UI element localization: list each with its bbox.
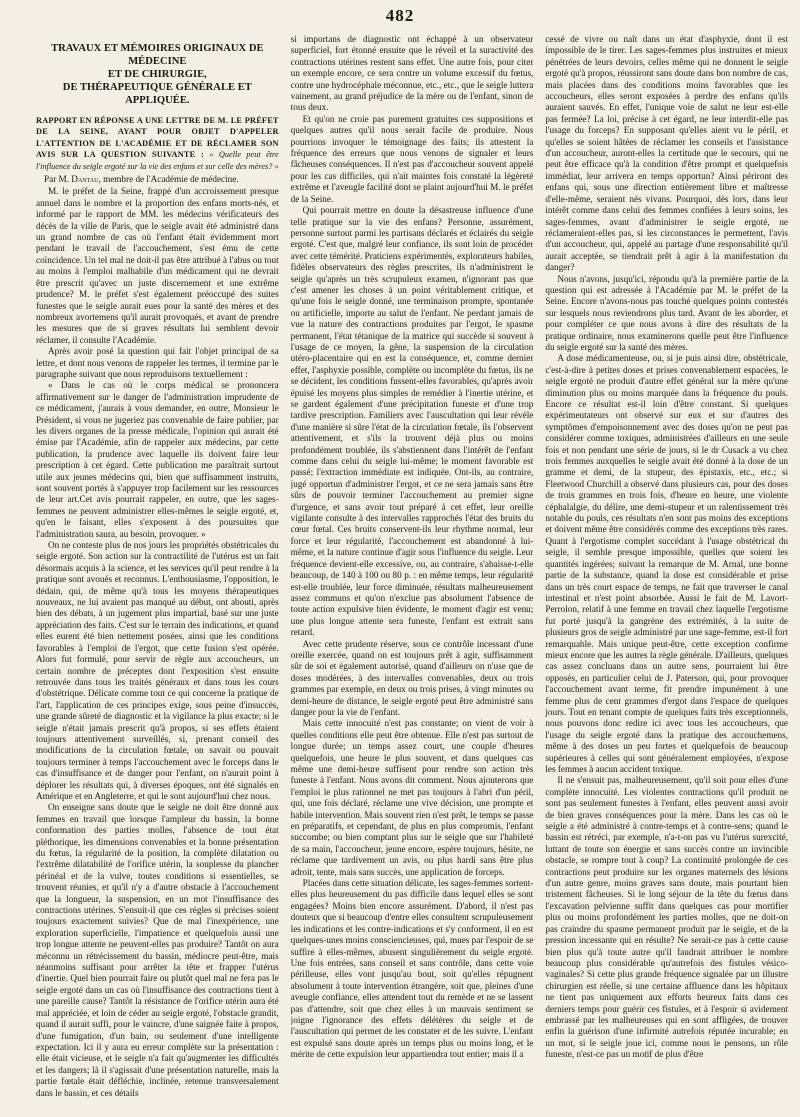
byline (36, 174, 279, 185)
paragraph: si importans de diagnostic ont échappé à un observateur superficiel, fort étonné ensuite que le réveil et la suractivité des contractions utérines restent sans effet. Une autre fois, pour citer un exemple encore, ce sera contre un volume excessif du fœtus, contre une hydrocéphale méconnue, etc., etc., que le seigle luttera vainement, au grand préjudice de la mère ou de l'enfant, sinon de tous deux. (290, 34, 534, 113)
paragraph: Mais cette innocuité n'est pas constante; on vient de voir à quelles conditions elle peut être obtenue. Elle n'est pas surtout de longue durée; un temps assez court, une couple d'heures quelquefois, une heure le plus souvent, et dans quelques cas même une demi-heure suffisent pour rendre son action très funeste à l'enfant. Nous avons dit comment. Nous ajouterons que l'emploi le plus rationnel ne met pas toujours à l'abri d'un péril, qui, une fois déclaré, réclame une vive décision, une prompte et habile intervention. Mais souvent rien n'est prêt, le temps se passe en préparatifs, et cependant, de plus en plus compromis, l'enfant succombe; ou bien comptant plus sur le seigle que sur l'habileté de sa main, l'accoucheur, jeune encore, espère toujours, hésite, ne réclame que tardivement un avis, ou plus hardi sans être plus adroit, tente, mais sans succès, une application de forceps. (290, 718, 534, 877)
column-left (36, 34, 279, 1110)
paragraph: Nous n'avons, jusqu'ici, répondu qu'à la première partie de la question qui est adressée à l'Académie par M. le préfet de la Seine. Encore n'avons-nous pas touché quelques points contestés sur lesquels nous reviendrons plus tard. Avant de les aborder, et pour compléter ce que nous avons à dire des résultats de la pratique ordinaire, nous examinerons quelle peut être l'influence du seigle ergoté sur la santé des mères. (545, 273, 789, 352)
byline-prefix: Par (44, 174, 57, 185)
heading-line: TRAVAUX ET MÉMOIRES ORIGINAUX DE MÉDECINE (51, 43, 264, 67)
text-columns (36, 34, 788, 1110)
column-middle (291, 34, 534, 1110)
paragraph: Il ne s'ensuit pas, malheureusement, qu'il soit pour elles d'une complète innocuité. Les violentes contractions qu'il produit ne sont pas seulement funestes à l'enfant, elles peuvent aussi avoir de bien graves conséquences pour la mère. Dans les cas où le seigle a été administré à contre-temps et à contre-sens; quand le bassin est rétréci, par exemple, n'a-t-on pas vu l'utérus surexcité, luttant de toute son énergie et sans succès contre un invincible obstacle, se rompre tout à coup? La continuité prolongée de ces contractions peut produire sur les organes maternels des lésions d'un autre genre, moins graves sans doute, mais pourtant bien tristement fâcheuses. Si le long séjour de la tête du fœtus dans l'excavation pelvienne suffit dans quelques cas pour mortifier plus ou moins profondément les parties molles, que ne doit-on pas craindre du spasme permanent produit par le seigle, et de la pression incessante qui en résulte? Ne serait-ce pas à cette cause bien plus qu'à toute autre qu'il faudrait attribuer le nombre beaucoup plus considérable qu'autrefois des fistules vésico-vaginales? Si cette plus grande fréquence signalée par un illustre chirurgien est réelle, si une certaine affluence dans les hôpitaux ne tient pas uniquement aux efforts heureux faits dans ces derniers temps pour guérir ces fistules, et à l'espoir si avidement embrassé par les malheureuses qui en sont affligées, de trouver enfin la guérison d'une infirmité autrefois réputée incurable; en un mot, si le seigle joue ici, comme nous le pensons, un rôle funeste, n'est-ce pas un motif de plus d'être (545, 775, 789, 1060)
paragraph: M. le préfet de la Seine, frappé d'un accroissement presque annuel dans le nombre et la proportion des enfans morts-nés, et informé par le rapport de MM. les médecins vérificateurs des décès de la ville de Paris, que le seigle avait été administré dans un grand nombre de cas où l'enfant était évidemment mort pendant le travail de l'accouchement, s'est ému de cette coïncidence. Un tel mal ne doit-il pas être attribué à l'abus ou tout au moins à l'emploi malhabile d'un médicament qui ne devrait être prescrit qu'avec un juste discernement et une extrême prudence? M. le préfet s'est également préoccupé des suites funestes que le seigle aurait eues pour la santé des mères et des nombreux avortemens qu'il aurait provoqués, et avant de prendre les mesures que de si graves résultats lui semblent devoir réclamer, il consulte l'Académie. (36, 186, 279, 345)
paragraph: On enseigne sans doute que le seigle ne doit être donné aux femmes en travail que lorsque l'ampleur du bassin, la bonne conformation des parties molles, l'absence de tout état pléthorique, les dimensions convenables et la bonne présentation du fœtus, la régularité de la position, la complète dilatation ou l'extrême dilatabilité de l'orifice utérin, la souplesse du plancher périnéal et de la vulve, toutes conditions si essentielles, se trouvent réunies, et qu'il n'y a d'autre obstacle à l'accouchement que la longueur, la suspension, en un mot l'insuffisance des contractions utérines. S'ensuit-il que ces règles si précises soient toujours exactement suivies? Que de mal l'inexpérience, une exploration superficielle, l'impatience et quelquefois aussi une trop longue attente ne peuvent-elles pas produire? Tantôt on aura méconnu un rétrécissement du bassin, médiocre peut-être, mais néanmoins suffisant pour arrêter la tête et frapper l'utérus d'inertie. Quel bien pourrait faire ou plutôt quel mal ne fera pas le seigle ergoté dans un cas où l'insuffisance des contractions tient à une pareille cause? Tantôt la résistance de l'orifice utérin aura été mal appréciée, et loin de céder au seigle ergoté, l'obstacle grandit, quand il aurait suffi, pour le vaincre, d'une saignée faite à propos, d'une fumigation, d'un bain, ou seulement d'une intelligente expectation. Ici il y aura eu erreur complète sur la présentation : elle était vicieuse, et le seigle n'a fait qu'augmenter les difficultés et les dangers; là il s'agissait d'une présentation naturelle, mais la partie fœtale était défléchie, inclinée, retenue transversalement dans le bassin, et ces détails (36, 802, 279, 1098)
paragraph: cessé de vivre ou naît dans un état d'asphyxie, dont il est impossible de le tirer. Les sages-femmes plus instruites et mieux pénétrées de leurs devoirs, celles même qui ne donnent le seigle ergoté qu'à propos, réussiront sans doute dans bon nombre de cas, mais placées dans des conditions moins favorables que les accoucheurs, elles seront exposées à perdre des enfans qu'ils auraient sauvés. En effet, l'unique voie de salut ne leur est-elle pas fermée? La loi, précise à cet égard, ne leur interdit-elle pas l'usage du forceps? En supposant qu'elles aient vu le péril, et qu'elles se soient hâtées de réclamer les conseils et l'assistance d'un accoucheur, auront-elles la certitude que le secours, qui ne peut être efficace qu'à la condition d'être prompt et quelquefois immédiat, leur arrivera en temps opportun? Ainsi périront des enfans qui, sous une direction entièrement libre et maîtresse d'elle-même, seraient nés vivans. Pourquoi, dès lors, dans leur intérêt comme dans celui des femmes confiées à leurs soins, les sages-femmes, avant d'administrer le seigle ergoté, ne réclameraient-elles pas, si les circonstances le permettent, l'avis d'un accoucheur, qui, appelé au partage d'une responsabilité qu'il aurait acceptée, se tiendrait prêt à agir à la manifestation du danger? (545, 34, 789, 273)
byline-suffix: , membre de l'Académie de médecine. (98, 174, 239, 185)
report-title (36, 115, 279, 172)
page-number: 482 (385, 6, 415, 25)
paragraph: Après avoir posé la question qui fait l'objet principal de sa lettre, et dont nous venons de rappeler les termes, il termine par le paragraphe suivant que nous reproduisons textuellement : (36, 346, 279, 379)
paragraph: On ne conteste plus de nos jours les propriétés obstétricales du seigle ergoté. Son action sur la contractilité de l'utérus est un fait désormais acquis à la science, et les services qu'il peut rendre à la pratique sont avoués et reconnus. L'enthousiasme, l'opposition, le dédain, qui, de même qu'à tous les moyens thérapeutiques nouveaux, ne lui avaient pas manqué au début, ont abouti, après bien des débats, à un jugement plus impartial, basé sur une juste appréciation des faits. C'est sur le terrain des indications, et quand elles eurent été bien nettement posées, ainsi que les conditions favorables à l'emploi de l'ergot, que cette fusion s'est opérée. Alors fut formulé, pour servir de règle aux accoucheurs, un certain nombre de préceptes dont l'exposition s'est ensuite retrouvée dans tous les traités généraux et dans tous les cours d'obstétrique. Délicate comme tout ce qui concerne la pratique de l'art, l'application de ces principes exige, sous peine d'insuccès, une grande sûreté de diagnostic et la vigilance la plus exacte; si le seigle n'était jamais prescrit qu'à propos, si ses effets étaient toujours attentivement surveillés, si, prenant conseil des modifications de la circulation fœtale, on savait ou pouvait toujours terminer à temps l'accouchement avec le forceps dans le cas d'insuffisance et de danger pour l'enfant, on n'aurait point à déplorer les résultats qui, à diverses époques, ont été signalés en Amérique et en Angleterre, et qui le sont aujourd'hui chez nous. (36, 540, 279, 801)
heading-line: DE THÉRAPEUTIQUE GÉNÉRALE ET APPLIQUÉE. (62, 82, 252, 106)
paragraph: « Dans le cas où le corps médical se prononcera affirmativement sur le danger de l'administration imprudente de ce médicament, j'aurais à vous demander, en outre, Monsieur le Président, si vous ne jugeriez pas convenable de faire publier, par les divers organes de la presse médicale, l'opinion qui aurait été émise par l'Académie, afin de rappeler aux médecins, par cette publication, la prudence avec laquelle ils doivent faire leur prescription à cet égard. Cette publication me paraîtrait surtout utile aux jeunes médecins qui, bien que suffisamment instruits, sont souvent portés à s'appuyer trop facilement sur les ressources de leur art.Cet avis pourrait rappeler, en outre, que les sages-femmes ne peuvent administrer elles-mêmes le seigle ergoté, et, qu'en le faisant, elles s'exposent à des poursuites que l'administration saura, au besoin, provoquer. » (36, 380, 279, 539)
paragraph: Et qu'on ne croie pas purement gratuites ces suppositions et quelques autres qu'il nous serait facile de produire. Nous pourrions invoquer le témoignage des faits; ils attestent la fréquence des erreurs que nous venons de signaler et leurs fâcheuses conséquences. Il n'est pas d'accoucheur souvent appelé pour les cas difficiles, qui n'ait maintes fois constaté la légèreté extrême et l'aveugle facilité dont se plaint aujourd'hui M. le préfet de la Seine. (290, 113, 534, 204)
report-title-caps: RAPPORT EN RÉPONSE A UNE LETTRE DE M. LE PRÉFET DE LA SEINE, AYANT POUR OBJET D'APPELER L'ATTENTION DE L'ACADÉMIE ET DE RÉCLAMER SON AVIS SUR LA QUESTION SUIVANTE : (36, 116, 279, 160)
column-right (545, 34, 788, 1110)
section-heading (36, 42, 279, 107)
heading-line: ET DE CHIRURGIE, (107, 69, 207, 80)
paragraph: A dose médicamenteuse, ou, si je puis ainsi dire, obstétricale, c'est-à-dire à petites doses et prises convenablement espacées, le seigle ergoté ne produit d'autre effet général sur la mère qu'une diminution plus ou moins marquée dans la fréquence du pouls. Encore ce résultat est-il loin d'être constant. Si quelques expérimentateurs ont observé sur eux et sur d'autres des symptômes d'empoisonnement avec des doses qu'on ne peut pas considérer comme toxiques, administrées d'ailleurs en une seule fois et non pendant une série de jours, si le dr Cusack a vu chez trois femmes auxquelles le seigle avait été donné à la dose de un gramme et demi, de la stupeur, des épistaxis, etc., etc.; si Fleetwood Churchill a observé dans plusieurs cas, pour des doses de trois grammes en trois fois, d'heure en heure, une violente céphalalgie, du délire, une demi-stupeur et un ralentissement très notable du pouls, ces résultats n'en sont pas moins des exceptions et doivent même être considérés comme des exceptions très rares. Quant à l'ergotisme complet succédant à l'usage obstétrical du seigle, il semble presque impossible, quelles que soient les quantités ingérées; suivant la remarque de M. Arnal, une bonne partie de la substance, quand la dose est considérable et prise dans un très court espace de temps, ne fait que traverser le canal intestinal et n'est point absorbée. Aussi le fait de M. Lavort-Perrolon, relatif à une femme en travail chez laquelle l'ergotisme fut porté jusqu'à la gangrène des extrémités, à la suite de plusieurs gros de seigle administré par une sage-femme, est-il fort remarquable. Mais unique peut-être, cette exception confirme mieux encore que les autres la règle générale. D'ailleurs, quelques cas assez concluans dans un autre sens, pourraient lui être opposés, en particulier celui de J. Paterson, qui, pour provoquer l'accouchement avant terme, fit prendre impunément à une femme plus de cent grammes d'ergot dans l'espace de quelques jours. Tout en tenant compte de quelques faits très exceptionnels, nous pouvons donc redire ici avec tous les accoucheurs, que l'usage du seigle ergoté dans la pratique des accouchemens, même à des doses un peu fortes et quelquefois de beaucoup supérieures à celles qui sont généralement employées, n'expose les femmes à aucun accident toxique. (545, 353, 789, 774)
paragraph: Placées dans cette situation délicate, les sages-femmes sortent-elles plus heureusement du pas difficile dans lequel elles se sont engagées? Moins bien encore assurément. D'abord, il n'est pas douteux que si beaucoup d'entre elles consultent scrupuleusement les indications et les contre-indications et s'y conforment, il en est quelques-unes moins consciencieuses, qui, mues par l'espoir de se suffire à elles-mêmes, abusent singulièrement du seigle ergoté. Une fois entrées, sans conseil et sans contrôle, dans cette voie périlleuse, elles vont jusqu'au bout, soit qu'elles répugnent absolument à toute intervention étrangère, soit que, pleines d'une aveugle confiance, elles attendent tout du remède et ne se lassent pas d'attendre, soit que chez elles à un mauvais sentiment se joigne l'ignorance des effets délétères du seigle et de l'auscultation qui permet de les constater et de les suivre. L'enfant est expulsé sans doute après un temps plus ou moins long, et le mérite de cette expulsion leur appartiendra tout entier; mais il a (290, 878, 534, 1060)
paragraph: Avec cette prudente réserve, sous ce contrôle incessant d'une oreille exercée, quand on est toujours prêt à agir, suffisamment sûr de soi et également autorisé, quand d'ailleurs on n'use que de doses modérées, à des intervalles convenables, deux ou trois grammes par exemple, en deux ou trois prises, à vingt minutes ou demi-heure de distance, le seigle ergoté peut être administré sans danger pour la vie de l'enfant. (290, 638, 534, 717)
paragraph: Qui pourrait mettre en doute la désastreuse influence d'une telle pratique sur la vie des enfans? Personne, assurément, personne surtout parmi les partisans déclarés et éclairés du seigle ergoté. C'est que, malgré leur confiance, ils sont loin de procéder avec cette témérité. Praticiens expérimentés, explorateurs habiles, fidèles observateurs des règles prescrites, ils n'administrent le seigle qu'après un très scrupuleux examen, n'ignorant pas que c'est amener les choses à un point véritablement critique, et qu'une fois le seigle donné, une terminaison prompte, spontanée ou artificielle, importe au salut de l'enfant. Ne perdant jamais de vue la nature des contractions produites par l'ergot, le spasme permanent, l'état tétanique de la matrice qui succède si souvent à l'usage de ce moyen, la gêne, la suspension de la circulation utéro-placentaire qui en est la conséquence, et, comme dernier effet, l'asphyxie possible, complète ou incomplète du fœtus, ils ne se décident, les conditions fussent-elles favorables, qu'après avoir épuisé les moyens plus simples de remédier à l'inertie utérine, et se gardent également d'une précipitation funeste et d'une trop tardive prescription. Familiers avec l'auscultation qui leur révèle d'une manière si sûre l'état de la circulation fœtale, ils l'observent attentivement, et s'ils la trouvent déjà plus ou moins profondément troublée, ils s'abstiennent dans l'intérêt de l'enfant comme dans celui du seigle lui-même; le moment favorable est passé; l'extraction immédiate est indiquée. Ont-ils, au contraire, jugé opportun d'administrer l'ergot, et ce ne sera jamais sans être sûrs de pouvoir terminer l'accouchement au premier signe d'urgence, et sans avoir tout préparé à cet effet, leur oreille vigilante consulte à des intervalles rapprochés l'état des bruits du cœur fœtal. Ces bruits conservent-ils leur rhythme normal, leur force et leur régularité, l'accouchement est abandonné à lui-même, et la nature continue d'agir sous l'influence du seigle. Leur fréquence devient-elle excessive, ou, au contraire, s'abaisse-t-elle beaucoup, de 140 à 100 ou 80 p. : en même temps, leur régularité est-elle troublée, leur force diminuée, résultats malheureusement assez communs et qu'on n'exclue pas absolument l'absence de toute action expulsive bien évidente, le moment d'agir est venu; une plus longue attente sera funeste, l'enfant est extrait sans retard. (290, 205, 534, 638)
byline-author: M. Dantau (58, 174, 99, 185)
report-question: « Quelle peut être l'influence du seigle ergoté sur la vie des enfans et sur celle des mères? » (36, 150, 279, 171)
